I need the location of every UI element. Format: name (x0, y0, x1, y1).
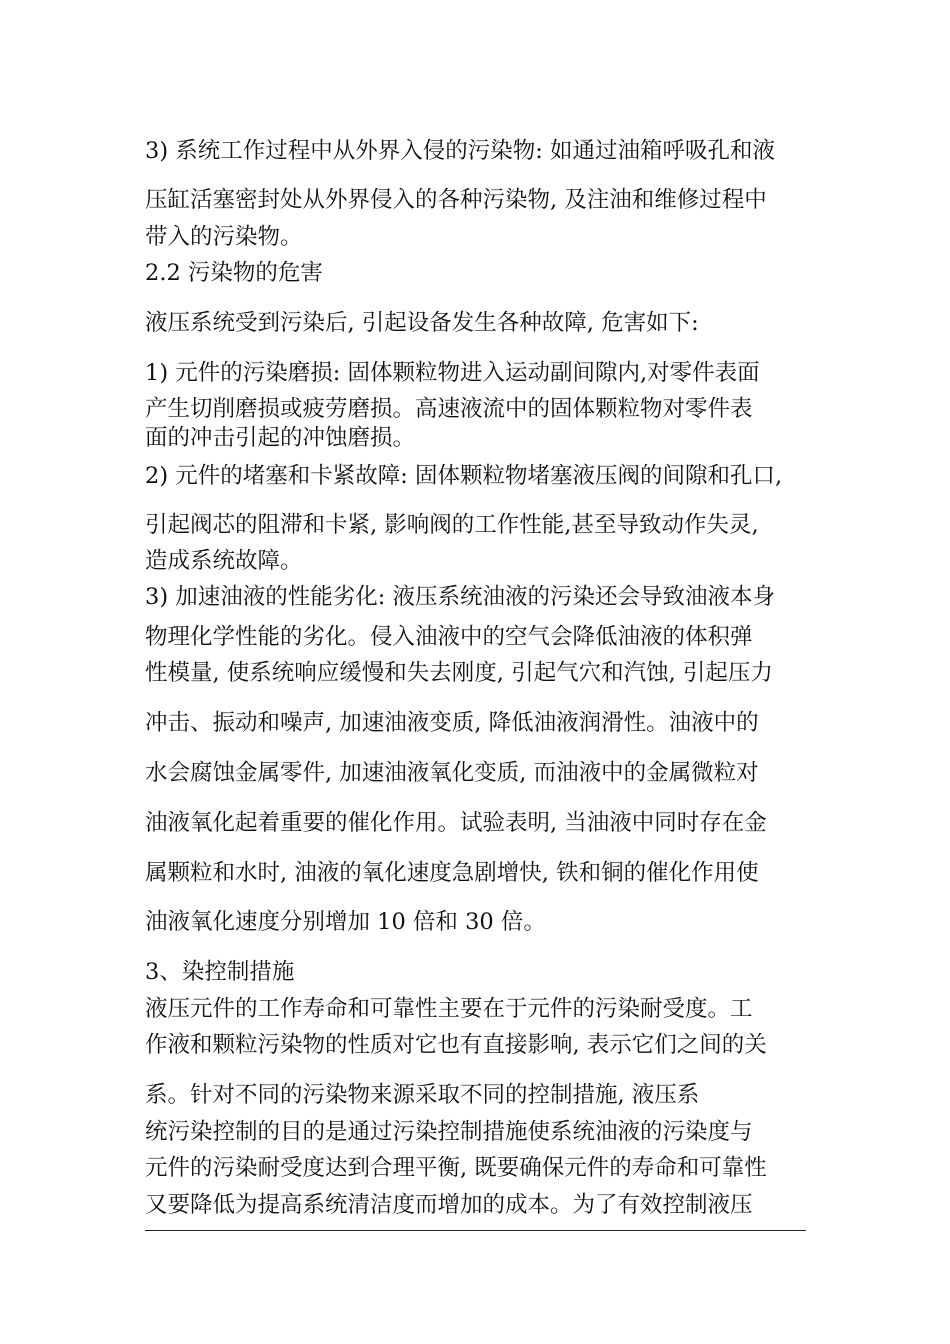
text-line: 带入的污染物。 (145, 224, 303, 250)
text-line: 造成系统故障。 (145, 548, 303, 574)
text-line: 液压元件的工作寿命和可靠性主要在于元件的污染耐受度。工 (145, 996, 753, 1022)
text-line: 2) 元件的堵塞和卡紧故障: 固体颗粒物堵塞液压阀的间隙和孔口, (145, 463, 783, 489)
text-line: 系。针对不同的污染物来源采取不同的控制措施, 液压系 (145, 1082, 700, 1108)
text-line: 物理化学性能的劣化。侵入油液中的空气会降低油液的体积弹 (145, 624, 753, 650)
text-line: 又要降低为提高系统清洁度而增加的成本。为了有效控制液压 (145, 1192, 753, 1218)
text-line: 统污染控制的目的是通过污染控制措施使系统油液的污染度与 (145, 1119, 753, 1145)
text-line: 3) 系统工作过程中从外界入侵的污染物: 如通过油箱呼吸孔和液 (145, 138, 775, 164)
text-line: 水会腐蚀金属零件, 加速油液氧化变质, 而油液中的金属微粒对 (145, 760, 759, 786)
section-heading: 3、染控制措施 (145, 959, 295, 985)
text-line: 引起阀芯的阻滞和卡紧, 影响阀的工作性能,甚至导致动作失灵, (145, 512, 759, 538)
text-line: 冲击、振动和噪声, 加速油液变质, 降低油液润滑性。油液中的 (145, 710, 759, 736)
section-heading: 2.2 污染物的危害 (145, 260, 323, 286)
text-line: 液压系统受到污染后, 引起设备发生各种故障, 危害如下: (145, 310, 699, 336)
text-line: 性模量, 使系统响应缓慢和失去刚度, 引起气穴和汽蚀, 引起压力 (145, 660, 773, 686)
bottom-rule (145, 1230, 806, 1231)
text-line: 属颗粒和水时, 油液的氧化速度急剧增快, 铁和铜的催化作用使 (145, 860, 759, 886)
text-line: 压缸活塞密封处从外界侵入的各种污染物, 及注油和维修过程中 (145, 187, 767, 213)
text-line: 元件的污染耐受度达到合理平衡, 既要确保元件的寿命和可靠性 (145, 1155, 767, 1181)
text-line: 产生切削磨损或疲劳磨损。高速液流中的固体颗粒物对零件表 (145, 396, 753, 422)
text-line: 油液氧化起着重要的催化作用。试验表明, 当油液中同时存在金 (145, 810, 767, 836)
text-line: 作液和颗粒污染物的性质对它也有直接影响, 表示它们之间的关 (145, 1032, 767, 1058)
text-line: 3) 加速油液的性能劣化: 液压系统油液的污染还会导致油液本身 (145, 584, 775, 610)
text-line: 面的冲击引起的冲蚀磨损。 (145, 425, 416, 451)
text-line: 油液氧化速度分别增加 10 倍和 30 倍。 (145, 909, 546, 935)
text-line: 1) 元件的污染磨损: 固体颗粒物进入运动副间隙内,对零件表面 (145, 360, 760, 386)
